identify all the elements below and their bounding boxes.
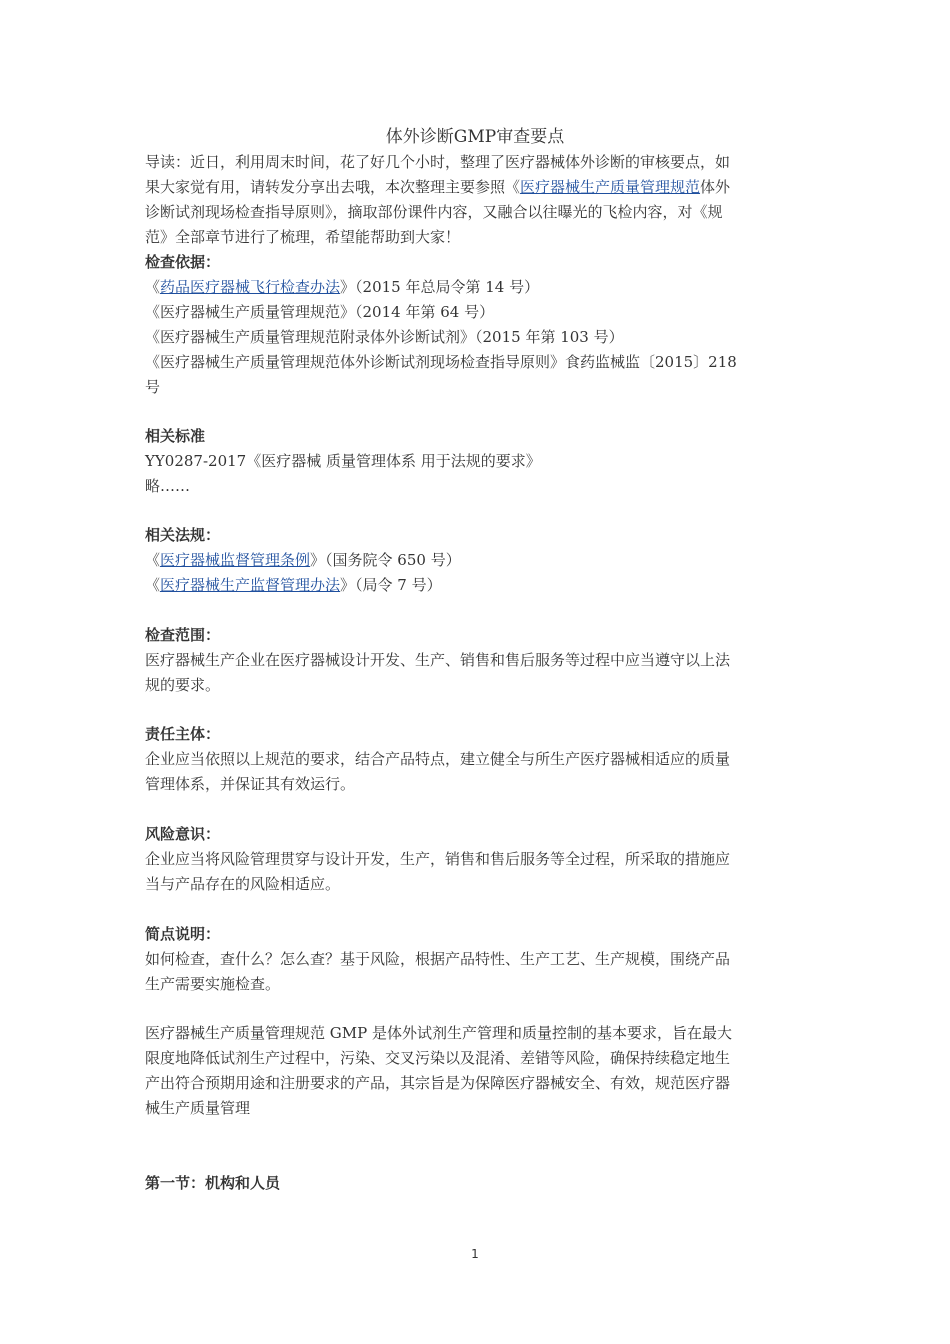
basis-item-1-detail: 》（2015 年总局令第 14 号）	[340, 278, 540, 296]
basis-section	[145, 250, 805, 400]
risk-line-2: 当与产品存在的风险相适应。	[145, 875, 341, 893]
gmp-paragraph	[145, 1021, 805, 1121]
section-1	[145, 1171, 805, 1196]
risk-line-1: 企业应当将风险管理贯穿与设计开发，生产，销售和售后服务等全过程，所采取的措施应	[145, 850, 731, 868]
basis-item-3: 《医疗器械生产质量管理规范附录体外诊断试剂》（2015 年第 103 号）	[145, 328, 624, 346]
section-1-heading: 第一节：机构和人员	[145, 1174, 281, 1192]
standards-heading: 相关标准	[145, 427, 206, 445]
intro-line-1: 导读：近日，利用周末时间，花了好几个小时，整理了医疗器械体外诊断的审核要点，如	[145, 153, 731, 171]
intro-text: 果大家觉有用，请转发分享出去哦，本次整理主要参照《	[145, 178, 521, 196]
intro-line-4: 范》全部章节进行了梳理，希望能帮助到大家！	[145, 228, 461, 246]
responsibility-line-2: 管理体系，并保证其有效运行。	[145, 775, 356, 793]
regulations-item-2	[145, 573, 805, 598]
regulations-heading: 相关法规：	[145, 526, 221, 544]
brief-line-1: 如何检查，查什么？怎么查？基于风险，根据产品特性、生产工艺、生产规模，围绕产品	[145, 950, 731, 968]
production-supervision-link[interactable]: 医疗器械生产监督管理办法	[160, 576, 341, 594]
regulations-section	[145, 523, 805, 598]
regulations-item-1-detail: 》（国务院令 650 号）	[310, 551, 461, 569]
standards-section	[145, 424, 805, 499]
brief-line-2: 生产需要实施检查。	[145, 975, 281, 993]
risk-heading: 风险意识：	[145, 825, 221, 843]
scope-heading: 检查范围：	[145, 626, 221, 644]
basis-item-1	[145, 275, 805, 300]
scope-line-1: 医疗器械生产企业在医疗器械设计开发、生产、销售和售后服务等过程中应当遵守以上法	[145, 651, 731, 669]
scope-section	[145, 623, 805, 698]
responsibility-line-1: 企业应当依照以上规范的要求，结合产品特点，建立健全与所生产医疗器械相适应的质量	[145, 750, 731, 768]
bracket-text: 《	[145, 278, 161, 296]
intro-line-2	[145, 175, 805, 200]
risk-section	[145, 822, 805, 897]
gmp-regulation-link[interactable]: 医疗器械生产质量管理规范	[520, 178, 701, 196]
gmp-line-2: 限度地降低试剂生产过程中，污染、交叉污染以及混淆、差错等风险，确保持续稳定地生	[145, 1049, 731, 1067]
page-number: 1	[471, 1247, 479, 1261]
intro-text: 体外	[700, 178, 731, 196]
bracket-text: 《	[145, 576, 161, 594]
brief-section	[145, 922, 805, 997]
basis-item-4-line-1: 《医疗器械生产质量管理规范体外诊断试剂现场检查指导原则》食药监械监〔2015〕218	[145, 353, 737, 371]
basis-item-4-line-2: 号	[145, 378, 161, 396]
standards-item-1: YY0287-2017《医疗器械 质量管理体系 用于法规的要求》	[145, 452, 541, 470]
brief-heading: 简点说明：	[145, 925, 221, 943]
gmp-line-1: 医疗器械生产质量管理规范 GMP 是体外试剂生产管理和质量控制的基本要求，旨在最大	[145, 1024, 732, 1042]
flight-inspection-link[interactable]: 药品医疗器械飞行检查办法	[160, 278, 341, 296]
bracket-text: 《	[145, 551, 161, 569]
regulations-item-1	[145, 548, 805, 573]
gmp-line-3: 产出符合预期用途和注册要求的产品，其宗旨是为保障医疗器械安全、有效，规范医疗器	[145, 1074, 731, 1092]
intro-paragraph	[145, 150, 805, 250]
gmp-line-4: 械生产质量管理	[145, 1099, 251, 1117]
scope-line-2: 规的要求。	[145, 676, 221, 694]
responsibility-section	[145, 722, 805, 797]
standards-item-2: 略……	[145, 477, 191, 495]
responsibility-heading: 责任主体：	[145, 725, 221, 743]
regulations-item-2-detail: 》（局令 7 号）	[340, 576, 442, 594]
supervision-regulation-link[interactable]: 医疗器械监督管理条例	[160, 551, 311, 569]
basis-item-2: 《医疗器械生产质量管理规范》（2014 年第 64 号）	[145, 303, 495, 321]
document-title: 体外诊断GMP审查要点	[385, 127, 565, 147]
intro-line-3: 诊断试剂现场检查指导原则》，摘取部份课件内容，又融合以往曝光的飞检内容，对《规	[145, 203, 723, 221]
basis-heading: 检查依据：	[145, 253, 221, 271]
